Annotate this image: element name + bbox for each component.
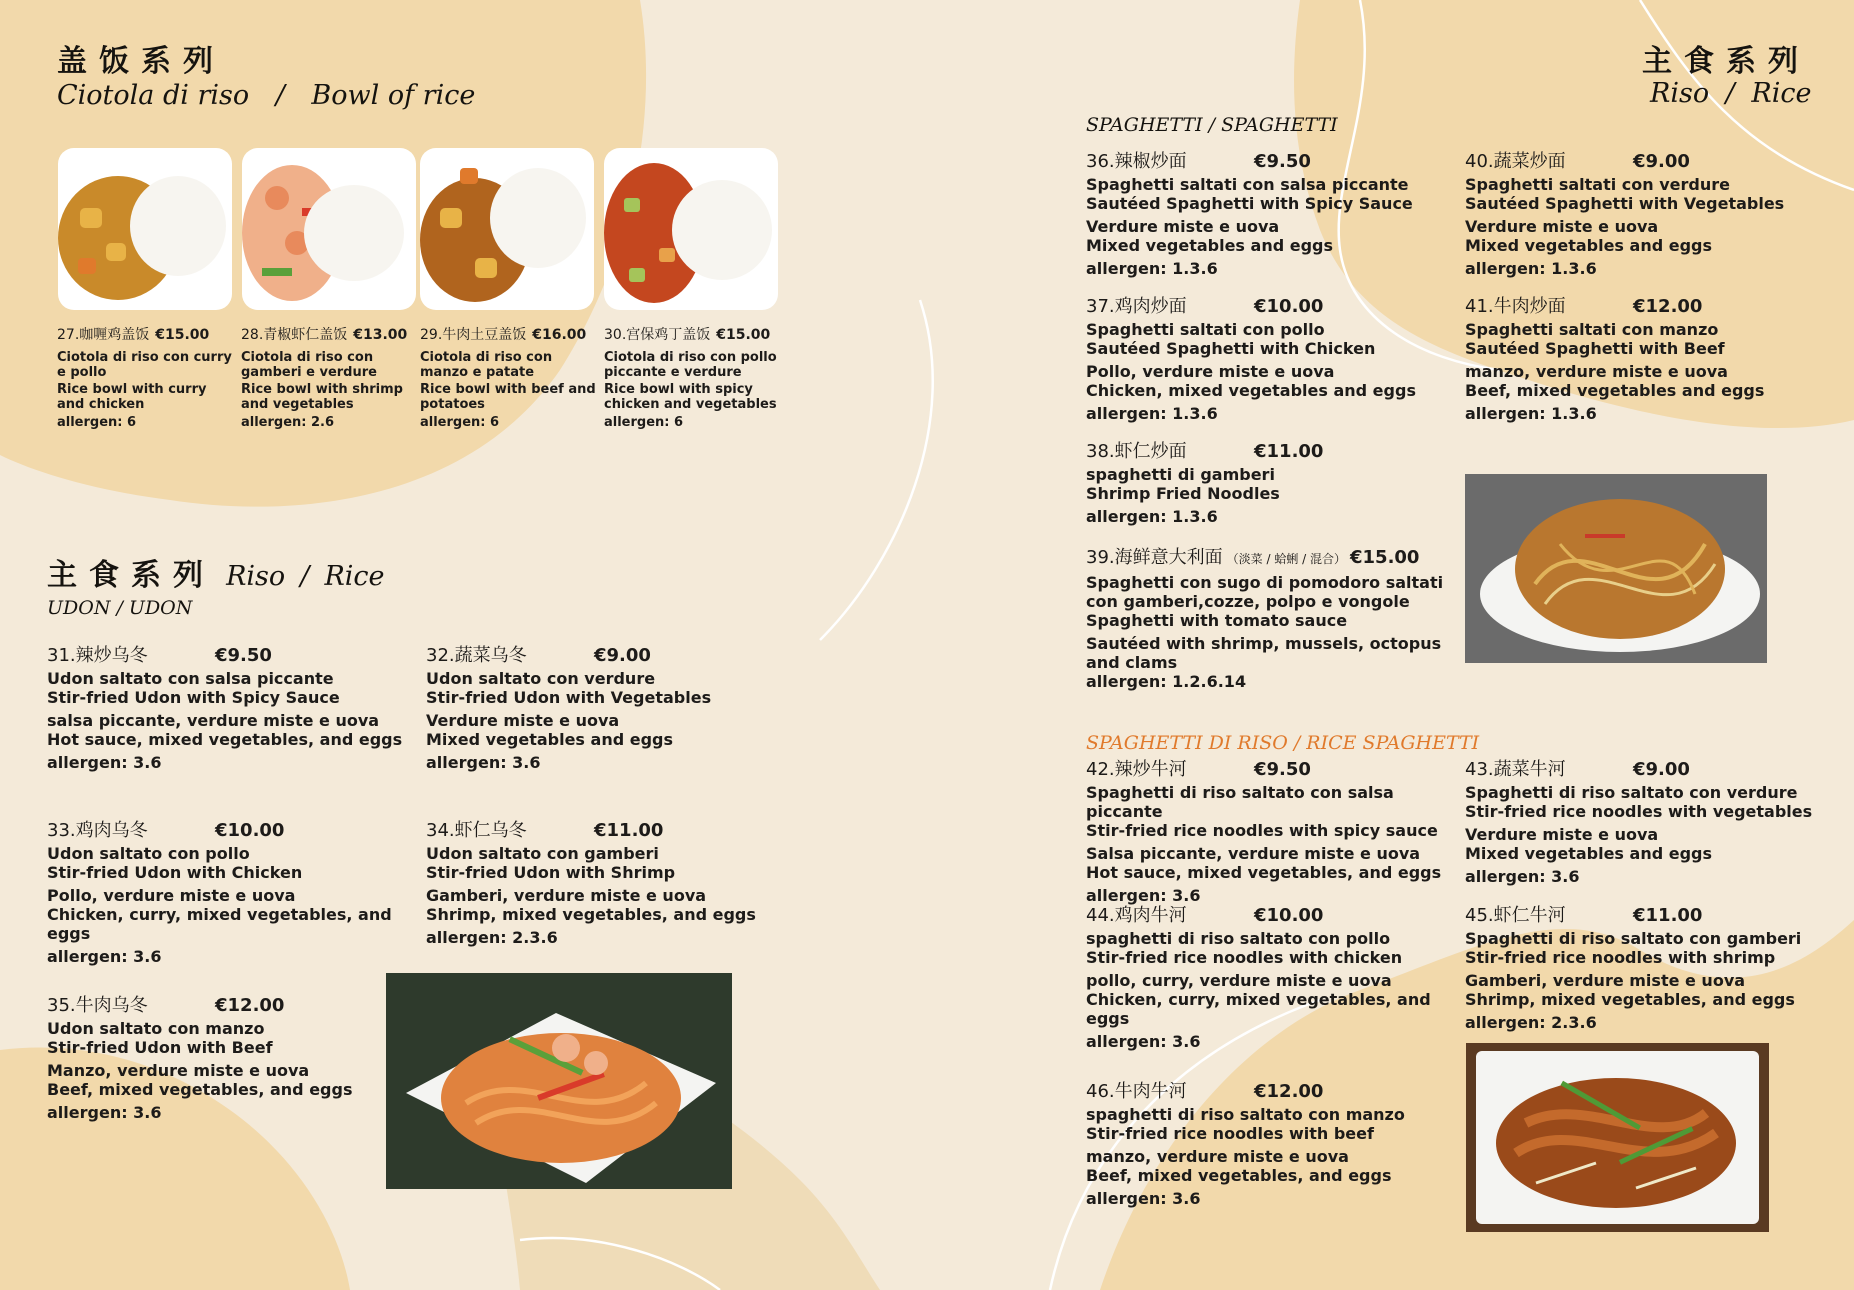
- menu-item-43: [1465, 760, 1833, 886]
- item-italian: spaghetti di riso saltato con manzo: [1086, 1105, 1405, 1124]
- item-price: €12.00: [1254, 1081, 1324, 1102]
- menu-item-40: [1465, 152, 1833, 278]
- item-italian: Spaghetti saltati con verdure: [1465, 175, 1730, 194]
- item-price: €13.00: [353, 327, 408, 343]
- item-desc-it: Gamberi, verdure miste e uova: [426, 886, 707, 905]
- item-english: Sautéed Spaghetti with Chicken: [1086, 339, 1376, 358]
- item-english: Shrimp Fried Noodles: [1086, 484, 1280, 503]
- item-name: 33.鸡肉乌冬: [47, 820, 148, 841]
- item-name: 45.虾仁牛河: [1465, 905, 1566, 926]
- item-allergen: allergen: 6: [420, 415, 500, 430]
- item-desc-en: Mixed vegetables and eggs: [1465, 844, 1713, 863]
- menu-item-45: [1465, 906, 1833, 1032]
- item-desc-en: Beef, mixed vegetables and eggs: [1465, 381, 1765, 400]
- item-price: €9.00: [594, 645, 651, 666]
- menu-item-35: [47, 996, 377, 1122]
- item-italian: Ciotola di riso con manzo e patate: [420, 350, 553, 380]
- item-name: 29.牛肉土豆盖饭: [420, 327, 527, 343]
- item-allergen: allergen: 1.3.6: [1465, 404, 1597, 423]
- item-italian: Udon saltato con verdure: [426, 669, 656, 688]
- item-desc-en: Mixed vegetables and eggs: [1465, 236, 1713, 255]
- item-allergen: allergen: 6: [604, 415, 684, 430]
- item-allergen: allergen: 3.6: [1465, 867, 1580, 886]
- item-allergen: allergen: 3.6: [1086, 1189, 1201, 1208]
- item-italian: Spaghetti con sugo di pomodoro saltati con gamberi,cozze, polpo e vongole: [1086, 573, 1444, 611]
- item-english: Stir-fried Udon with Shrimp: [426, 863, 676, 882]
- fried-noodles-photo: [1465, 474, 1767, 663]
- item-price: €11.00: [1254, 441, 1324, 462]
- item-english: Stir-fried rice noodles with shrimp: [1465, 948, 1776, 967]
- item-desc-it: Salsa piccante, verdure miste e uova: [1086, 844, 1421, 863]
- item-allergen: allergen: 1.3.6: [1086, 259, 1218, 278]
- udon-subtitle: UDON / UDON: [47, 597, 193, 619]
- item-desc-en: Mixed vegetables and eggs: [426, 730, 674, 749]
- menu-item-46: [1086, 1082, 1454, 1208]
- menu-item-38: [1086, 442, 1454, 526]
- item-price: €10.00: [1254, 905, 1324, 926]
- item-price: €16.00: [532, 327, 587, 343]
- item-english: Sautéed Spaghetti with Beef: [1465, 339, 1725, 358]
- item-name: 36.辣椒炒面: [1086, 151, 1187, 172]
- item-desc-en: Shrimp, mixed vegetables, and eggs: [426, 905, 756, 924]
- item-allergen: allergen: 1.2.6.14: [1086, 672, 1247, 691]
- item-italian: Udon saltato con salsa piccante: [47, 669, 334, 688]
- item-price: €12.00: [215, 995, 285, 1016]
- item-desc-en: Beef, mixed vegetables, and eggs: [47, 1080, 353, 1099]
- item-allergen: allergen: 1.3.6: [1086, 507, 1218, 526]
- beef-rice-noodles-photo: [1466, 1043, 1769, 1232]
- item-desc-it: Verdure miste e uova: [426, 711, 620, 730]
- item-desc-en: Mixed vegetables and eggs: [1086, 236, 1334, 255]
- item-italian: Spaghetti di riso saltato con gamberi: [1465, 929, 1802, 948]
- item-name: 27.咖喱鸡盖饭: [57, 327, 150, 343]
- udon-section-title: 主食系列 Riso / Rice: [47, 558, 385, 593]
- item-price: €9.50: [1254, 151, 1311, 172]
- item-price: €15.00: [1350, 547, 1420, 568]
- item-price: €15.00: [155, 327, 210, 343]
- menu-item-32: [426, 646, 794, 772]
- item-name: 32.蔬菜乌冬: [426, 645, 527, 666]
- item-name: 34.虾仁乌冬: [426, 820, 527, 841]
- item-italian: Udon saltato con manzo: [47, 1019, 265, 1038]
- menu-item-28: [241, 328, 419, 430]
- spaghetti-subtitle: SPAGHETTI / SPAGHETTI: [1086, 114, 1338, 136]
- item-english: Stir-fried rice noodles with spicy sauce: [1086, 821, 1438, 840]
- menu-item-44: [1086, 906, 1454, 1051]
- item-italian: Spaghetti saltati con manzo: [1465, 320, 1719, 339]
- item-allergen: allergen: 2.3.6: [1465, 1013, 1597, 1032]
- udon-dish-photo: [386, 973, 732, 1189]
- item-desc-en: Chicken, curry, mixed vegetables, and eggs: [47, 905, 392, 943]
- item-name: 42.辣炒牛河: [1086, 759, 1187, 780]
- item-english: Rice bowl with curry and chicken: [57, 382, 207, 412]
- item-desc-it: pollo, curry, verdure miste e uova: [1086, 971, 1392, 990]
- item-italian: Ciotola di riso con gamberi e verdure: [241, 350, 377, 380]
- item-allergen: allergen: 3.6: [47, 753, 162, 772]
- menu-item-27: [57, 328, 235, 430]
- item-italian: spaghetti di gamberi: [1086, 465, 1275, 484]
- item-english: Sautéed Spaghetti with Vegetables: [1465, 194, 1785, 213]
- item-desc-it: Verdure miste e uova: [1465, 825, 1659, 844]
- item-italian: Spaghetti di riso saltato con salsa piccante: [1086, 783, 1394, 821]
- item-desc-en: Shrimp, mixed vegetables, and eggs: [1465, 990, 1795, 1009]
- menu-item-34: [426, 821, 794, 947]
- rice-section-title: Riso / Rice: [1650, 78, 1812, 109]
- item-desc-it: Verdure miste e uova: [1086, 217, 1280, 236]
- item-english: Spaghetti with tomato sauce: [1086, 611, 1348, 630]
- menu-item-29: [420, 328, 598, 430]
- curry-chicken-bowl-photo: [58, 148, 232, 310]
- menu-item-39: [1086, 548, 1446, 691]
- item-desc-it: manzo, verdure miste e uova: [1465, 362, 1728, 381]
- item-italian: spaghetti di riso saltato con pollo: [1086, 929, 1391, 948]
- beef-potato-bowl-photo: [420, 148, 594, 310]
- item-english: Stir-fried rice noodles with chicken: [1086, 948, 1403, 967]
- item-english: Sautéed Spaghetti with Spicy Sauce: [1086, 194, 1413, 213]
- bowl-section-title: Ciotola di riso / Bowl of rice: [57, 80, 476, 111]
- menu-item-31: [47, 646, 415, 772]
- item-english: Rice bowl with beef and potatoes: [420, 382, 596, 412]
- item-options: （淡菜 / 蛤蜊 / 混合）: [1226, 552, 1346, 566]
- item-desc-en: Hot sauce, mixed vegetables, and eggs: [47, 730, 403, 749]
- item-english: Stir-fried Udon with Chicken: [47, 863, 303, 882]
- item-italian: Spaghetti saltati con pollo: [1086, 320, 1325, 339]
- menu-item-36: [1086, 152, 1454, 278]
- item-name: 46.牛肉牛河: [1086, 1081, 1187, 1102]
- item-allergen: allergen: 2.3.6: [426, 928, 558, 947]
- item-desc-en: Chicken, mixed vegetables and eggs: [1086, 381, 1416, 400]
- item-italian: Spaghetti di riso saltato con verdure: [1465, 783, 1798, 802]
- item-price: €12.00: [1633, 296, 1703, 317]
- item-price: €15.00: [716, 327, 771, 343]
- item-desc-en: Chicken, curry, mixed vegetables, and eggs: [1086, 990, 1431, 1028]
- item-english: Rice bowl with shrimp and vegetables: [241, 382, 403, 412]
- item-allergen: allergen: 6: [57, 415, 137, 430]
- item-allergen: allergen: 2.6: [241, 415, 335, 430]
- item-english: Stir-fried rice noodles with vegetables: [1465, 802, 1813, 821]
- item-price: €9.50: [215, 645, 272, 666]
- item-name: 31.辣炒乌冬: [47, 645, 148, 666]
- item-desc-it: salsa piccante, verdure miste e uova: [47, 711, 380, 730]
- item-italian: Spaghetti saltati con salsa piccante: [1086, 175, 1409, 194]
- item-allergen: allergen: 1.3.6: [1086, 404, 1218, 423]
- item-desc-en: Hot sauce, mixed vegetables, and eggs: [1086, 863, 1442, 882]
- item-name: 37.鸡肉炒面: [1086, 296, 1187, 317]
- item-price: €10.00: [1254, 296, 1324, 317]
- item-allergen: allergen: 3.6: [47, 947, 162, 966]
- item-price: €9.00: [1633, 759, 1690, 780]
- item-name: 35.牛肉乌冬: [47, 995, 148, 1016]
- item-name: 39.海鲜意大利面: [1086, 547, 1223, 568]
- item-price: €10.00: [215, 820, 285, 841]
- menu-item-33: [47, 821, 415, 966]
- item-italian: Udon saltato con pollo: [47, 844, 250, 863]
- item-name: 40.蔬菜炒面: [1465, 151, 1566, 172]
- item-price: €11.00: [594, 820, 664, 841]
- item-desc-en: Beef, mixed vegetables, and eggs: [1086, 1166, 1392, 1185]
- item-italian: Ciotola di riso con pollo piccante e verdure: [604, 350, 777, 380]
- item-allergen: allergen: 1.3.6: [1465, 259, 1597, 278]
- item-name: 43.蔬菜牛河: [1465, 759, 1566, 780]
- item-name: 44.鸡肉牛河: [1086, 905, 1187, 926]
- item-desc-it: Verdure miste e uova: [1465, 217, 1659, 236]
- menu-item-42: [1086, 760, 1454, 905]
- item-desc-it: Gamberi, verdure miste e uova: [1465, 971, 1746, 990]
- item-desc-en: Sautéed with shrimp, mussels, octopus and clams: [1086, 634, 1442, 672]
- item-english: Stir-fried rice noodles with beef: [1086, 1124, 1374, 1143]
- item-desc-it: Pollo, verdure miste e uova: [1086, 362, 1335, 381]
- item-name: 41.牛肉炒面: [1465, 296, 1566, 317]
- item-allergen: allergen: 3.6: [1086, 1032, 1201, 1051]
- item-name: 38.虾仁炒面: [1086, 441, 1187, 462]
- item-allergen: allergen: 3.6: [426, 753, 541, 772]
- kung-pao-chicken-bowl-photo: [604, 148, 778, 310]
- item-price: €9.00: [1633, 151, 1690, 172]
- item-italian: Udon saltato con gamberi: [426, 844, 659, 863]
- item-price: €9.50: [1254, 759, 1311, 780]
- menu-item-41: [1465, 297, 1833, 423]
- shrimp-pepper-bowl-photo: [242, 148, 416, 310]
- item-english: Stir-fried Udon with Beef: [47, 1038, 273, 1057]
- bowl-section-cn-title: 盖饭系列: [57, 44, 225, 79]
- rice-section-cn-title: 主食系列: [1642, 44, 1810, 79]
- item-name: 28.青椒虾仁盖饭: [241, 327, 348, 343]
- item-italian: Ciotola di riso con curry e pollo: [57, 350, 232, 380]
- item-desc-it: Manzo, verdure miste e uova: [47, 1061, 310, 1080]
- item-desc-it: Pollo, verdure miste e uova: [47, 886, 296, 905]
- item-english: Stir-fried Udon with Spicy Sauce: [47, 688, 340, 707]
- menu-item-30: [604, 328, 800, 430]
- item-desc-it: manzo, verdure miste e uova: [1086, 1147, 1349, 1166]
- item-name: 30.宫保鸡丁盖饭: [604, 327, 711, 343]
- item-price: €11.00: [1633, 905, 1703, 926]
- item-english: Stir-fried Udon with Vegetables: [426, 688, 712, 707]
- menu-item-37: [1086, 297, 1454, 423]
- item-allergen: allergen: 3.6: [1086, 886, 1201, 905]
- item-allergen: allergen: 3.6: [47, 1103, 162, 1122]
- rice-spaghetti-subtitle: SPAGHETTI DI RISO / RICE SPAGHETTI: [1086, 732, 1480, 754]
- item-english: Rice bowl with spicy chicken and vegetables: [604, 382, 777, 412]
